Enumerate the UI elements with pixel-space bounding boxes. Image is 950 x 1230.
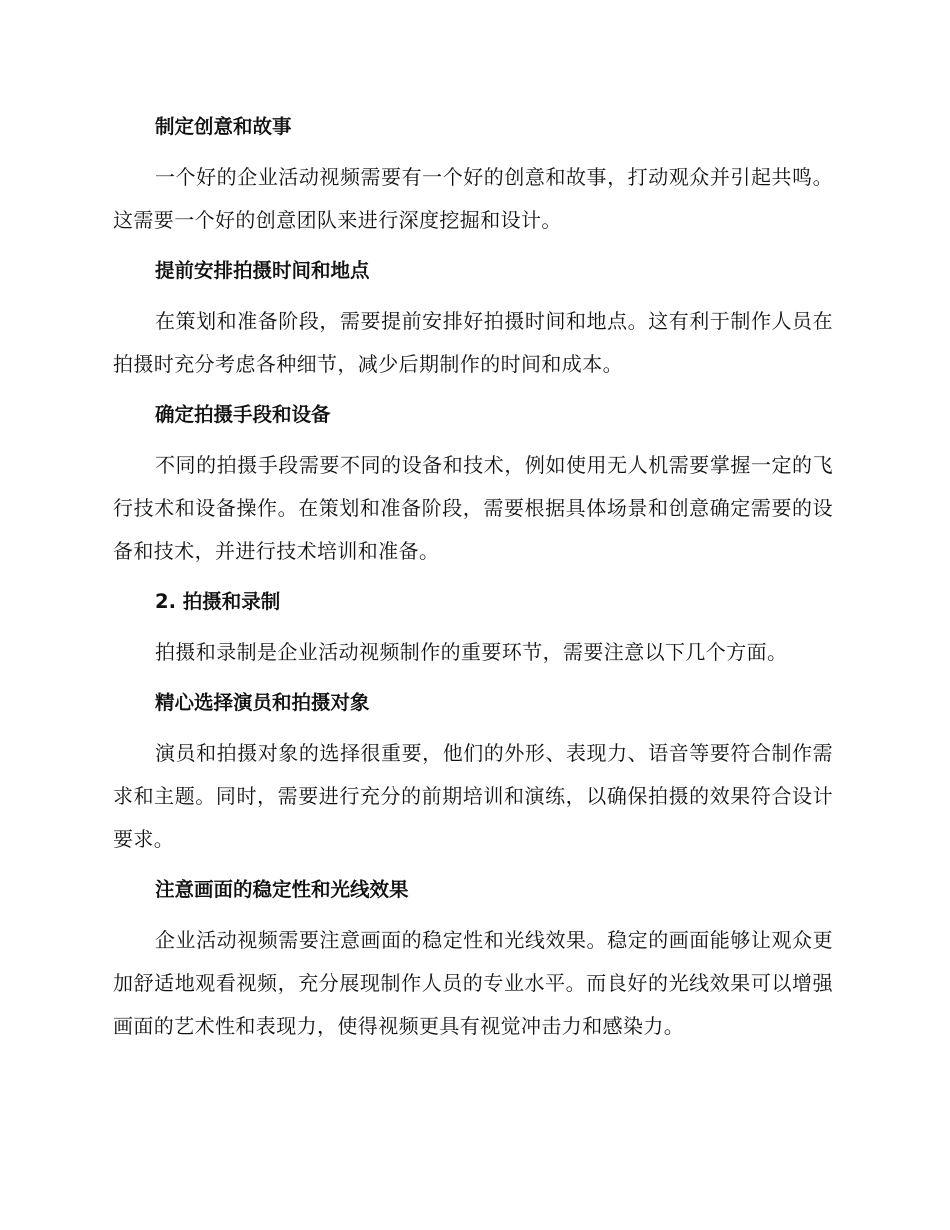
section-cast-selection bbox=[113, 682, 833, 861]
section-shooting-recording bbox=[113, 581, 833, 674]
section-heading: 精心选择演员和拍摄对象 bbox=[155, 691, 370, 714]
section-stability-lighting bbox=[113, 869, 833, 1048]
section-heading: 2. 拍摄和录制 bbox=[155, 590, 281, 613]
section-paragraph: 一个好的企业活动视频需要有一个好的创意和故事，打动观众并引起共鸣。这需要一个好的创意团队来进行深度挖掘和设计。 bbox=[113, 165, 833, 232]
section-creative-story bbox=[113, 106, 833, 242]
section-paragraph: 演员和拍摄对象的选择很重要，他们的外形、表现力、语音等要符合制作需求和主题。同时，需要进行充分的前期培训和演练，以确保拍摄的效果符合设计要求。 bbox=[113, 741, 833, 851]
section-heading: 确定拍摄手段和设备 bbox=[155, 403, 331, 426]
section-heading: 制定创意和故事 bbox=[155, 115, 292, 138]
document-page bbox=[113, 106, 833, 1056]
section-schedule-location bbox=[113, 250, 833, 386]
section-paragraph: 不同的拍摄手段需要不同的设备和技术，例如使用无人机需要掌握一定的飞行技术和设备操作。在策划和准备阶段，需要根据具体场景和创意确定需要的设备和技术，并进行技术培训和准备。 bbox=[113, 453, 833, 563]
section-paragraph: 拍摄和录制是企业活动视频制作的重要环节，需要注意以下几个方面。 bbox=[155, 640, 788, 664]
section-heading: 注意画面的稳定性和光线效果 bbox=[155, 878, 409, 901]
section-equipment bbox=[113, 394, 833, 573]
section-heading: 提前安排拍摄时间和地点 bbox=[155, 259, 370, 282]
section-paragraph: 企业活动视频需要注意画面的稳定性和光线效果。稳定的画面能够让观众更加舒适地观看视频，充分展现制作人员的专业水平。而良好的光线效果可以增强画面的艺术性和表现力，使得视频更具有视觉冲击力和感染力。 bbox=[113, 928, 833, 1038]
section-paragraph: 在策划和准备阶段，需要提前安排好拍摄时间和地点。这有利于制作人员在拍摄时充分考虑各种细节，减少后期制作的时间和成本。 bbox=[113, 309, 833, 376]
